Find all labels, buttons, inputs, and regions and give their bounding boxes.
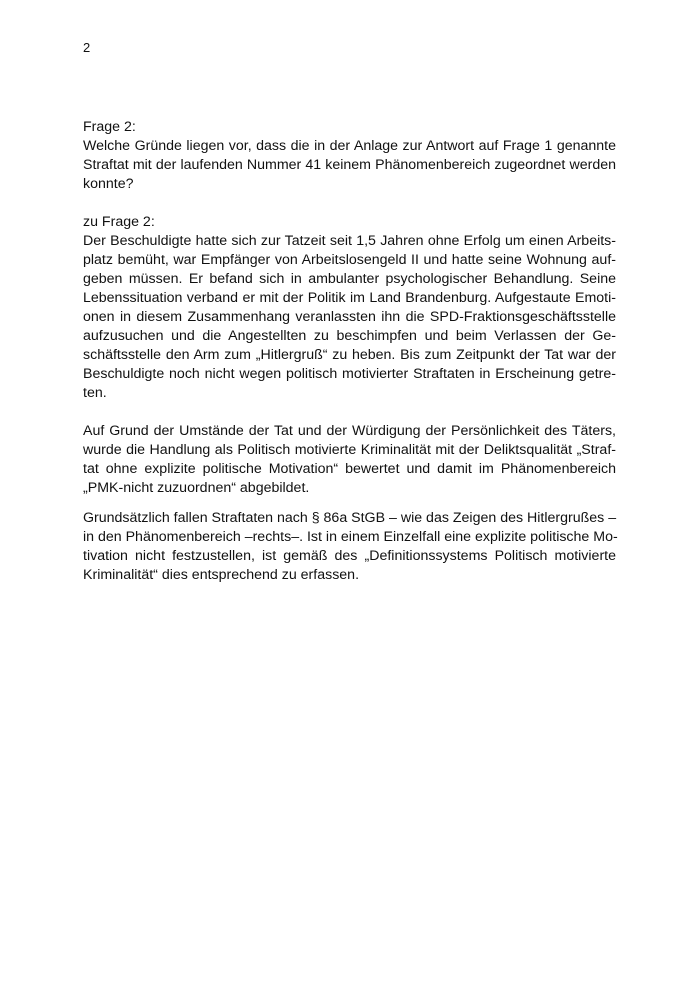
answer-paragraph-1-line: aufzusuchen und die Angestellten zu beschimpfen und beim Verlassen der Ge- [83,328,616,344]
answer-paragraph-3-line: Kriminalität“ dies entsprechend zu erfassen. [83,567,360,583]
answer-paragraph-1-line: schäftsstelle den Arm zum „Hitlergruß“ zu heben. Bis zum Zeitpunkt der Tat war der [83,347,616,363]
spacer [83,403,616,422]
answer-paragraph-1-line: geben müssen. Er befand sich in ambulanter psychologischer Behandlung. Seine [83,271,616,287]
question-line: konnte? [83,176,134,192]
answer-paragraph-3-line: in den Phänomenbereich –rechts–. Ist in einem Einzelfall eine explizite politische Mo- [83,529,618,545]
answer-paragraph-2-line: tat ohne explizite politische Motivation“ bewertet und damit im Phänomenbereich [83,461,616,477]
answer-paragraph-3-line: Grundsätzlich fallen Straftaten nach § 86a StGB – wie das Zeigen des Hitlergrußes – [83,510,617,526]
answer-paragraph-3 [83,509,616,585]
answer-paragraph-2 [83,422,616,498]
answer-paragraph-2-line: Auf Grund der Umstände der Tat und der Würdigung der Persönlichkeit des Täters, [83,423,616,439]
answer-paragraph-2-line: „PMK-nicht zuzuordnen“ abgebildet. [83,480,310,496]
spacer [83,194,616,213]
question-block [83,118,616,194]
answer-paragraph-1-line: Der Beschuldigte hatte sich zur Tatzeit seit 1,5 Jahren ohne Erfolg um einen Arbeits- [83,233,616,249]
spacer [83,498,616,509]
answer-paragraph-1-line: onen in diesem Zusammenhang veranlassten ihn die SPD-Fraktionsgeschäftsstelle [83,309,616,325]
question-line: Straftat mit der laufenden Nummer 41 keinem Phänomenbereich zugeordnet werden [83,157,616,173]
answer-paragraph-2-line: wurde die Handlung als Politisch motivierte Kriminalität mit der Deliktsqualität „Straf- [83,442,616,458]
question-line: Welche Gründe liegen vor, dass die in der Anlage zur Antwort auf Frage 1 genannte [83,138,616,154]
answer-paragraph-1-line: Lebenssituation verband er mit der Politik im Land Brandenburg. Aufgestaute Emoti- [83,290,616,306]
answer-paragraph-1-line: Beschuldigte noch nicht wegen politisch motivierter Straftaten in Erscheinung getre- [83,366,616,382]
answer-paragraph-3-line: tivation nicht festzustellen, ist gemäß des „Definitionssystems Politisch motivierte [83,548,616,564]
question-heading: Frage 2: [83,119,136,135]
answer-paragraph-1-line: platz bemüht, war Empfänger von Arbeitslosengeld II und hatte seine Wohnung auf- [83,252,616,268]
answer-paragraph-1-line: ten. [83,385,107,401]
document-body [83,118,616,585]
answer-block [83,213,616,403]
page-number: 2 [83,40,91,55]
answer-heading: zu Frage 2: [83,214,155,230]
